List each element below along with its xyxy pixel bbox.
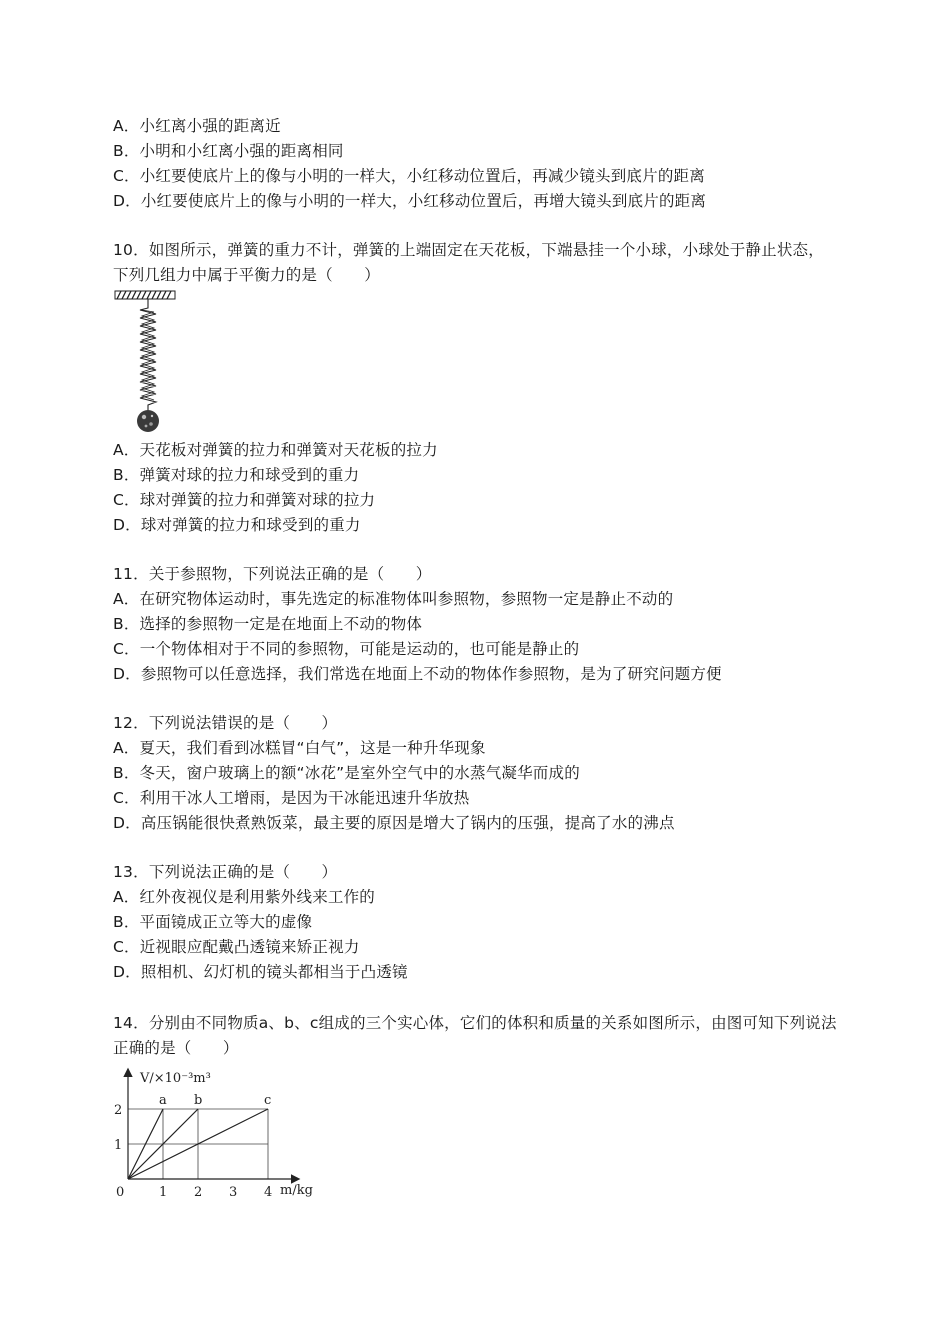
x-axis-label: m/kg — [280, 1183, 313, 1198]
ceiling-hatch — [115, 291, 175, 299]
ball — [137, 410, 159, 432]
q11-option-a: A．在研究物体运动时，事先选定的标准物体叫参照物，参照物一定是静止不动的 — [113, 590, 674, 608]
y-axis-label: V/×10⁻³m³ — [140, 1071, 211, 1086]
q11-stem: 11．关于参照物，下列说法正确的是（ ） — [113, 565, 432, 583]
q13-option-d: D．照相机、幻灯机的镜头都相当于凸透镜 — [113, 963, 408, 981]
q11-option-d: D．参照物可以任意选择，我们常选在地面上不动的物体作参照物，是为了研究问题方便 — [113, 665, 722, 683]
q10-option-b: B．弹簧对球的拉力和球受到的重力 — [113, 466, 360, 484]
q9-option-d: D．小红要使底片上的像与小明的一样大，小红移动位置后，再增大镜头到底片的距离 — [113, 192, 707, 210]
q12-option-d: D．高压锅能很快煮熟饭菜，最主要的原因是增大了锅内的压强，提高了水的沸点 — [113, 814, 675, 832]
q13-option-a: A．红外夜视仪是利用紫外线来工作的 — [113, 888, 376, 906]
q12-stem: 12．下列说法错误的是（ ） — [113, 714, 338, 732]
q14-stem: 14．分别由不同物质a、b、c组成的三个实心体，它们的体积和质量的关系如图所示，由图可知下列说法正确的是（ ） — [113, 1014, 837, 1057]
x-tick-label-0: 0 — [116, 1185, 125, 1200]
x-tick-label-4: 4 — [264, 1185, 273, 1200]
q13-option-c: C．近视眼应配戴凸透镜来矫正视力 — [113, 938, 360, 956]
q12-option-b: B．冬天，窗户玻璃上的额“冰花”是室外空气中的水蒸气凝华而成的 — [113, 764, 580, 782]
y-tick-label-2: 2 — [114, 1103, 123, 1118]
q11-option-c: C．一个物体相对于不同的参照物，可能是运动的，也可能是静止的 — [113, 640, 580, 658]
q9-option-c: C．小红要使底片上的像与小明的一样大，小红移动位置后，再减少镜头到底片的距离 — [113, 167, 705, 185]
y-tick-label-1: 1 — [114, 1138, 123, 1153]
q10-option-c: C．球对弹簧的拉力和弹簧对球的拉力 — [113, 491, 376, 509]
series-label-c: c — [264, 1093, 272, 1108]
q13-option-b: B．平面镜成正立等大的虚像 — [113, 913, 313, 931]
q11-option-b: B．选择的参照物一定是在地面上不动的物体 — [113, 615, 423, 633]
q12-option-a: A．夏天，我们看到冰糕冒“白气”，这是一种升华现象 — [113, 739, 486, 757]
x-tick-label-2: 2 — [194, 1185, 203, 1200]
q13-stem: 13．下列说法正确的是（ ） — [113, 863, 338, 881]
chart-axes — [128, 1070, 298, 1179]
chart-series — [128, 1093, 271, 1179]
x-tick-label-1: 1 — [159, 1185, 168, 1200]
series-label-b: b — [194, 1093, 203, 1108]
spring-ball-figure — [112, 288, 182, 436]
volume-mass-chart — [108, 1062, 328, 1207]
chart-ticks — [114, 1103, 272, 1200]
q10-option-a: A．天花板对弹簧的拉力和弹簧对天花板的拉力 — [113, 441, 438, 459]
q9-option-a: A．小红离小强的距离近 — [113, 117, 281, 135]
q10-option-d: D．球对弹簧的拉力和球受到的重力 — [113, 516, 361, 534]
x-tick-label-3: 3 — [229, 1185, 238, 1200]
q10-stem: 10．如图所示，弹簧的重力不计，弹簧的上端固定在天花板，下端悬挂一个小球，小球处于静止状态，下列几组力中属于平衡力的是（ ） — [113, 241, 824, 284]
series-label-a: a — [159, 1093, 167, 1108]
q12-option-c: C．利用干冰人工增雨，是因为干冰能迅速升华放热 — [113, 789, 470, 807]
q9-option-b: B．小明和小红离小强的距离相同 — [113, 142, 344, 160]
